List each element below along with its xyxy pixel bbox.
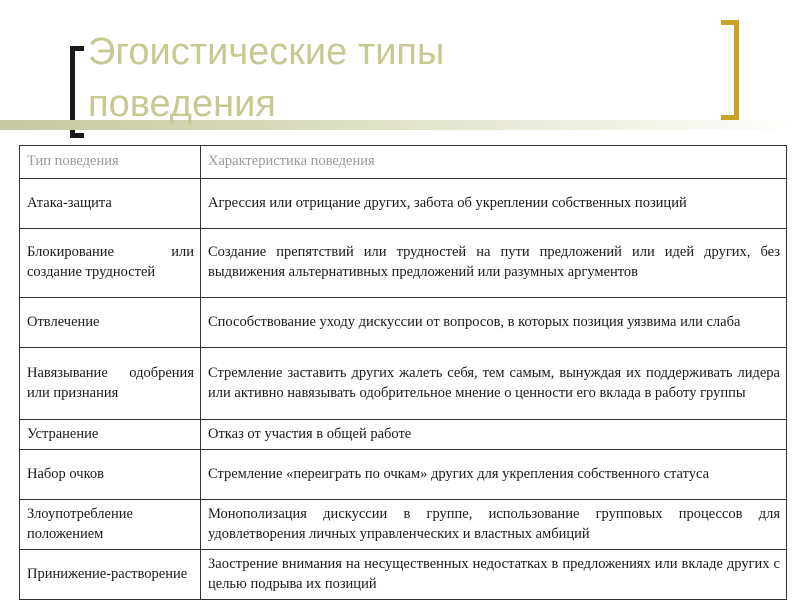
- behavior-characteristic-cell: Отказ от участия в общей работе: [201, 420, 787, 450]
- behavior-type-cell: Злоупотребление положением: [20, 500, 201, 550]
- behavior-characteristic-cell: Стремление «переиграть по очкам» других для укрепления собственного статуса: [201, 450, 787, 500]
- table-row: [20, 298, 787, 348]
- behavior-types-table: [19, 145, 787, 600]
- behavior-type-cell: Принижение-растворение: [20, 550, 201, 600]
- behavior-characteristic-cell: Создание препятствий или трудностей на пути предложений или идей других, без выдвижения альтернативных предложений или разумных аргументов: [201, 229, 787, 298]
- header-behavior-characteristic: Характеристика поведения: [201, 146, 787, 179]
- table-row: [20, 450, 787, 500]
- table-row: [20, 229, 787, 298]
- table-header-row: [20, 146, 787, 179]
- behavior-type-cell: Блокирование или создание трудностей: [20, 229, 201, 298]
- header-behavior-type: Тип поведения: [20, 146, 201, 179]
- right-bracket-decoration: [721, 20, 739, 120]
- table-row: [20, 500, 787, 550]
- behavior-type-cell: Навязывание одобрения или признания: [20, 348, 201, 420]
- table-row: [20, 550, 787, 600]
- table-row: [20, 420, 787, 450]
- behavior-characteristic-cell: Агрессия или отрицание других, забота об укреплении собственных позиций: [201, 179, 787, 229]
- behavior-type-cell: Отвлечение: [20, 298, 201, 348]
- behavior-type-cell: Набор очков: [20, 450, 201, 500]
- behavior-characteristic-cell: Стремление заставить других жалеть себя, тем самым, вынуждая их поддерживать лидера или активно навязывать одобрительное мнение о ценности его вклада в работу группы: [201, 348, 787, 420]
- table-row: [20, 348, 787, 420]
- slide-title-line2: поведения: [88, 83, 276, 126]
- slide-title: [88, 26, 688, 131]
- behavior-characteristic-cell: Монополизация дискуссии в группе, использование групповых процессов для удовлетворения личных управленческих и властных амбиций: [201, 500, 787, 550]
- table-row: [20, 179, 787, 229]
- behavior-type-cell: Устранение: [20, 420, 201, 450]
- slide-title-line1: Эгоистические типы: [88, 31, 445, 73]
- behavior-characteristic-cell: Заострение внимания на несущественных недостатках в предложениях или вкладе других с целью подрыва их позиций: [201, 550, 787, 600]
- behavior-characteristic-cell: Способствование уходу дискуссии от вопросов, в которых позиция уязвима или слаба: [201, 298, 787, 348]
- behavior-type-cell: Атака-защита: [20, 179, 201, 229]
